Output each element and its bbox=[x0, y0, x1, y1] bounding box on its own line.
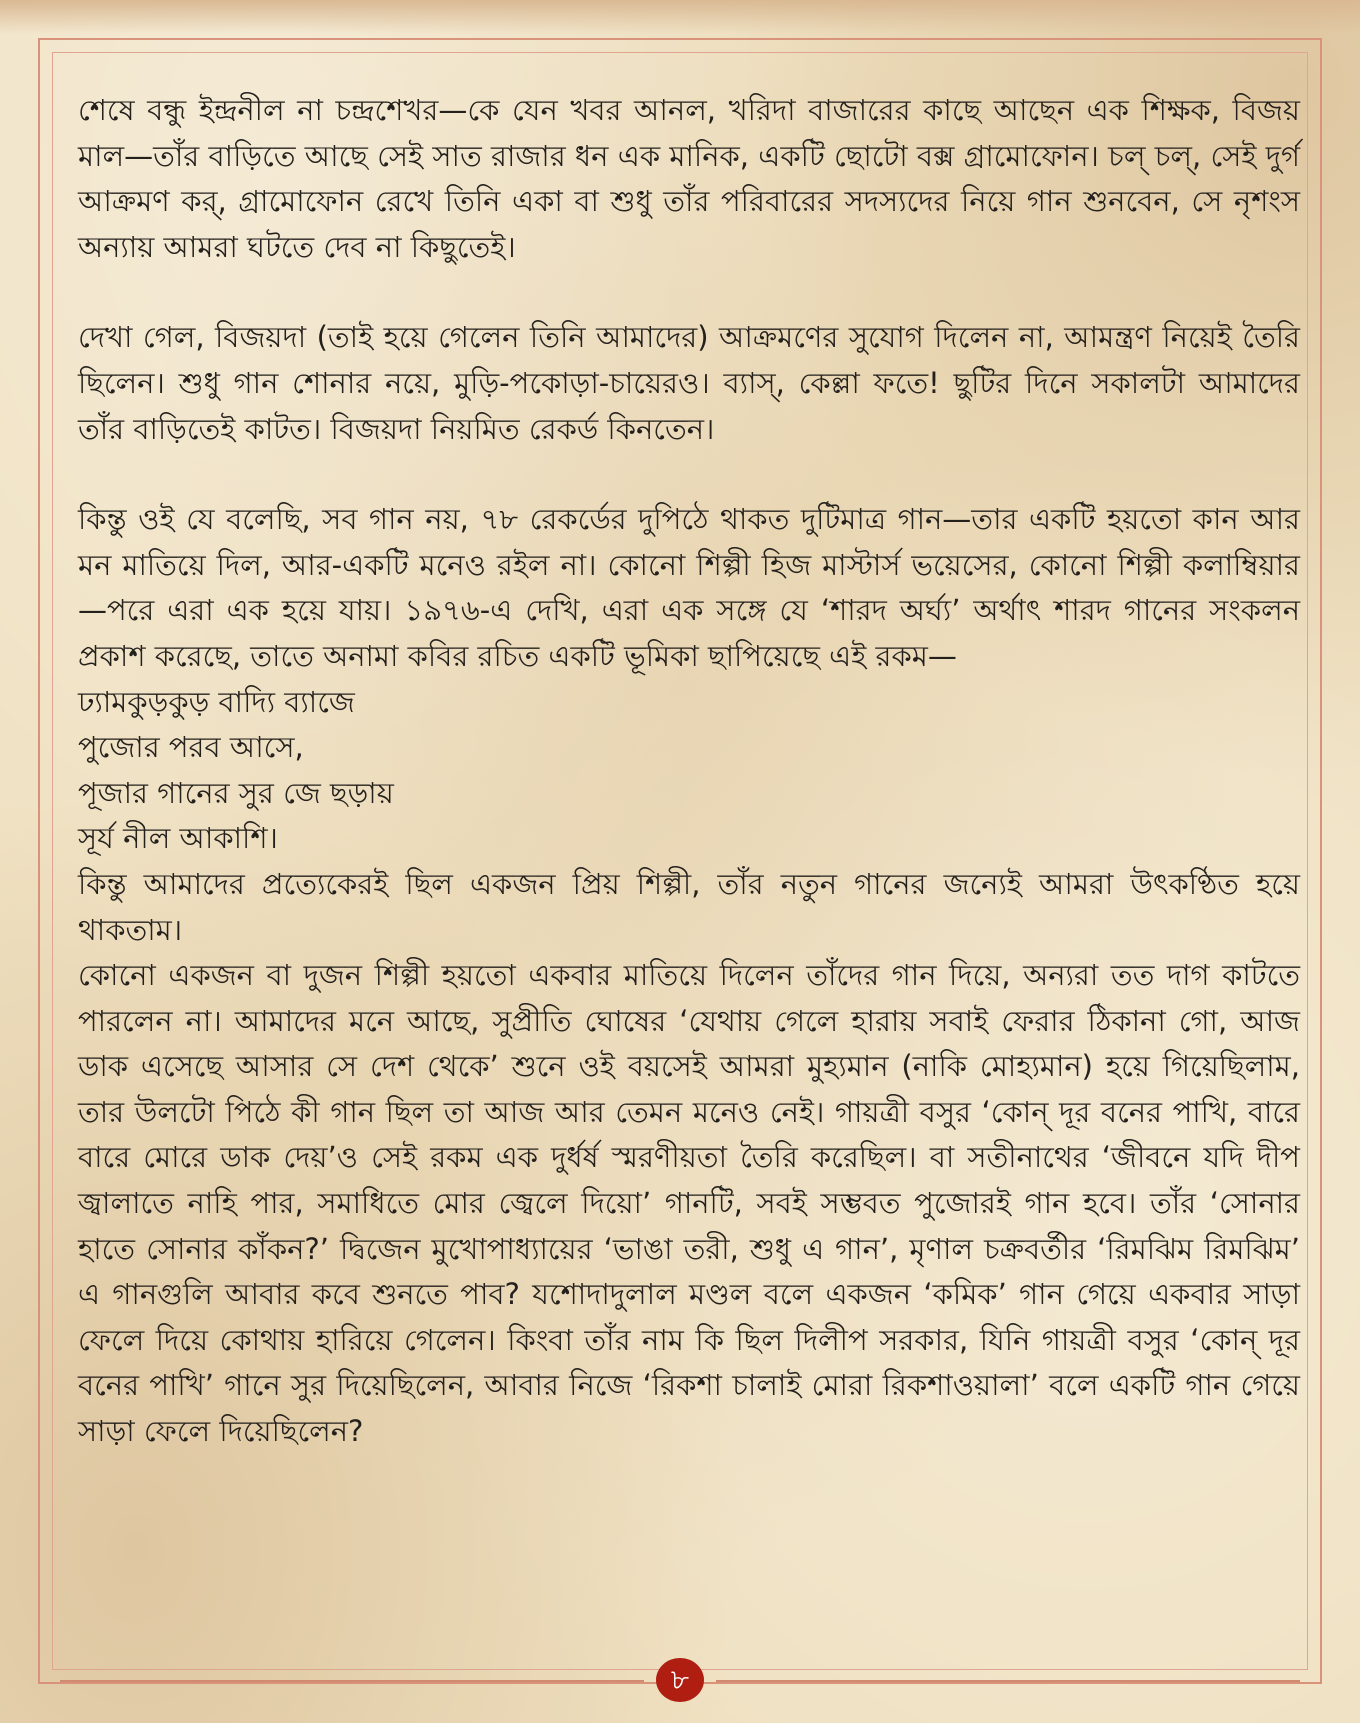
poem-block bbox=[78, 680, 1300, 862]
paragraph-spacer bbox=[78, 270, 1300, 315]
footer-rule-right bbox=[716, 1680, 1300, 1682]
paragraph-3: কিন্তু ওই যে বলেছি, সব গান নয়, ৭৮ রেকর্ডের দুপিঠে থাকত দুটিমাত্র গান—তার একটি হয়তো কান আর মন মাতিয়ে দিল, আর-একটি মনেও রইল না। কোনো শিল্পী হিজ মাস্টার্স ভয়েসের, কোনো শিল্পী কলাম্বিয়ার—পরে এরা এক হয়ে যায়। ১৯৭৬-এ দেখি, এরা এক সঙ্গে যে ‘শারদ অর্ঘ্য’ অর্থাৎ শারদ গানের সংকলন প্রকাশ করেছে, তাতে অনামা কবির রচিত একটি ভূমিকা ছাপিয়েছে এই রকম— bbox=[78, 502, 1300, 673]
poem-line-1: ঢ্যামকুড়কুড় বাদ্যি ব্যাজে bbox=[78, 684, 355, 719]
paragraph-2: দেখা গেল, বিজয়দা (তাই হয়ে গেলেন তিনি আমাদের) আক্রমণের সুযোগ দিলেন না, আমন্ত্রণ নিয়েই তৈরি ছিলেন। শুধু গান শোনার নয়ে, মুড়ি-পকোড়া-চায়েরও। ব্যাস্, কেল্লা ফতে! ছুটির দিনে সকালটা আমাদের তাঁর বাড়িতেই কাটত। বিজয়দা নিয়মিত রেকর্ড কিনতেন। bbox=[78, 320, 1300, 446]
paragraph-4: কিন্তু আমাদের প্রত্যেকেরই ছিল একজন প্রিয় শিল্পী, তাঁর নতুন গানের জন্যেই আমরা উৎকণ্ঠিত হয়ে থাকতাম। bbox=[78, 866, 1300, 947]
poem-line-3: পূজার গানের সুর জে ছড়ায় bbox=[78, 775, 394, 810]
paragraph-1: শেষে বন্ধু ইন্দ্রনীল না চন্দ্রশেখর—কে যেন খবর আনল, খরিদা বাজারের কাছে আছেন এক শিক্ষক, বিজয় মাল—তাঁর বাড়িতে আছে সেই সাত রাজার ধন এক মানিক, একটি ছোটো বক্স গ্রামোফোন। চল্ চল্, সেই দুর্গ আক্রমণ কর্, গ্রামোফোন রেখে তিনি একা বা শুধু তাঁর পরিবারের সদস্যদের নিয়ে গান শুনবেন, সে নৃশংস অন্যায় আমরা ঘটতে দেব না কিছুতেই। bbox=[78, 93, 1300, 264]
paragraph-5: কোনো একজন বা দুজন শিল্পী হয়তো একবার মাতিয়ে দিলেন তাঁদের গান দিয়ে, অন্যরা তত দাগ কাটতে পারলেন না। আমাদের মনে আছে, সুপ্রীতি ঘোষের ‘যেথায় গেলে হারায় সবাই ফেরার ঠিকানা গো, আজ ডাক এসেছে আসার সে দেশ থেকে’ শুনে ওই বয়সেই আমরা মুহ্যমান (নাকি মোহ্যমান) হয়ে গিয়েছিলাম, তার উলটো পিঠে কী গান ছিল তা আজ আর তেমন মনেও নেই। গায়ত্রী বসুর ‘কোন্ দূর বনের পাখি, বারে বারে মোরে ডাক দেয়’ও সেই রকম এক দুর্ধর্ষ স্মরণীয়তা তৈরি করেছিল। বা সতীনাথের ‘জীবনে যদি দীপ জ্বালাতে নাহি পার, সমাধিতে মোর জ্বেলে দিয়ো’ গানটি, সবই সম্ভবত পুজোরই গান হবে। তাঁর ‘সোনার হাতে সোনার কাঁকন?’ দ্বিজেন মুখোপাধ্যায়ের ‘ভাঙা তরী, শুধু এ গান’, মৃণাল চক্রবর্তীর ‘রিমঝিম রিমঝিম’ এ গানগুলি আবার কবে শুনতে পাব? যশোদাদুলাল মণ্ডল বলে একজন ‘কমিক’ গান গেয়ে একবার সাড়া ফেলে দিয়ে কোথায় হারিয়ে গেলেন। কিংবা তাঁর নাম কি ছিল দিলীপ সরকার, যিনি গায়ত্রী বসুর ‘কোন্ দূর বনের পাখি’ গানে সুর দিয়েছিলেন, আবার নিজে ‘রিকশা চালাই মোরা রিকশাওয়ালা’ বলে একটি গান গেয়ে সাড়া ফেলে দিয়েছিলেন? bbox=[78, 958, 1300, 1449]
footer-rule-left bbox=[60, 1680, 644, 1682]
top-texture-strip bbox=[0, 0, 1360, 34]
page-number-badge: ৮ bbox=[656, 1658, 704, 1702]
poem-line-2: পুজোর পরব আসে, bbox=[78, 730, 304, 765]
paragraph-spacer bbox=[78, 452, 1300, 497]
article-body bbox=[78, 88, 1300, 1455]
poem-line-4: সূর্য নীল আকাশি। bbox=[78, 821, 278, 856]
page-footer bbox=[0, 1656, 1360, 1704]
